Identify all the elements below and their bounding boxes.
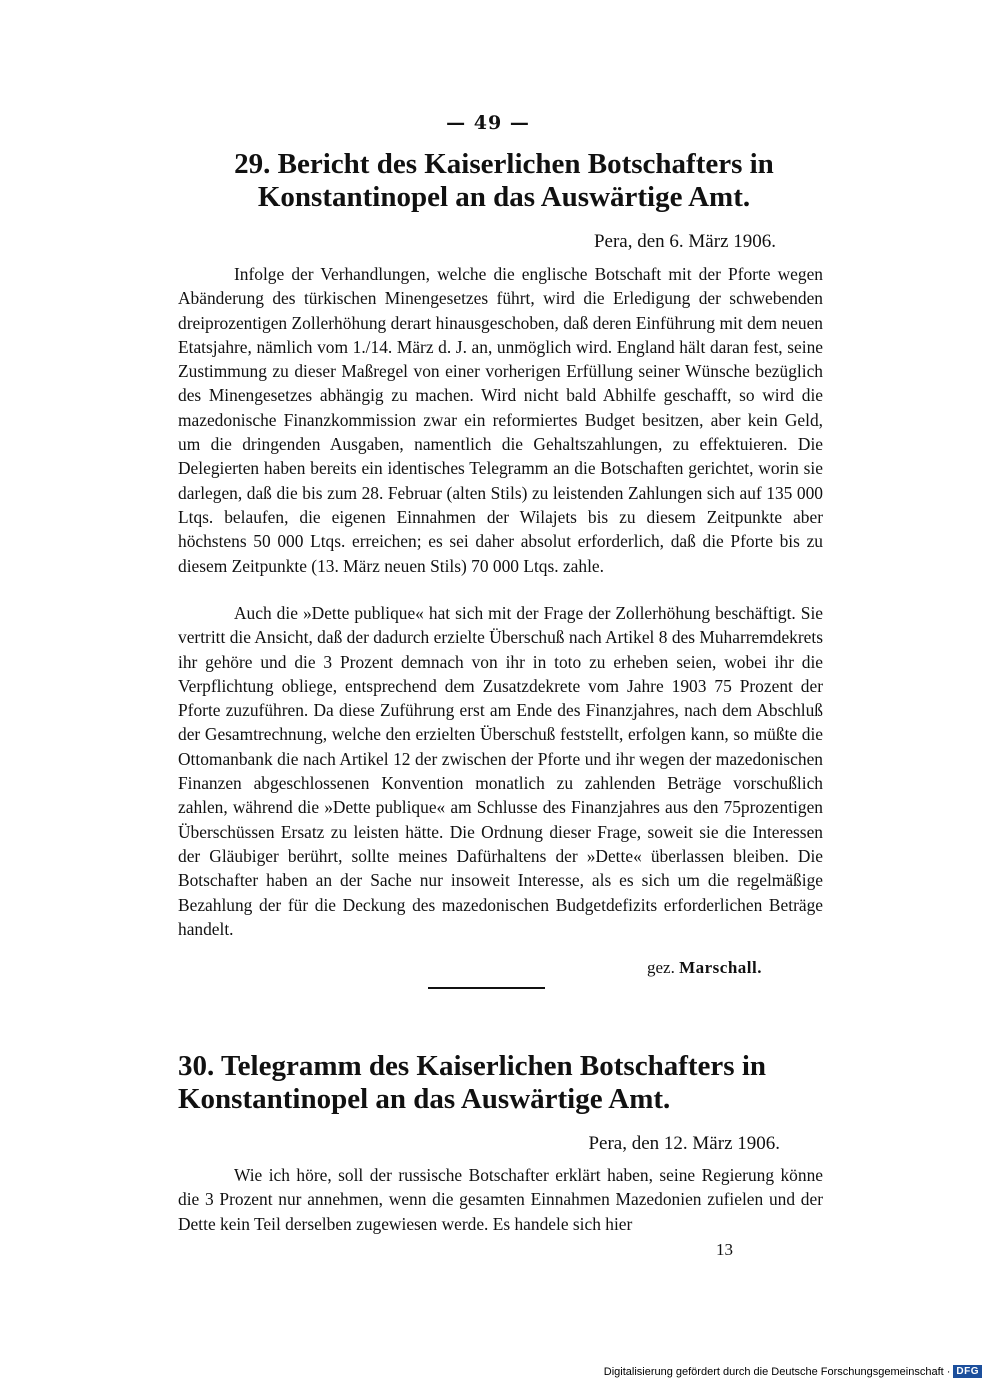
footer-text: Digitalisierung gefördert durch die Deutsche Forschungsgemeinschaft	[603, 1365, 944, 1378]
section-30-dateline: Pera, den 12. März 1906.	[588, 1133, 780, 1154]
signature-name: Marschall.	[679, 958, 762, 977]
section-29-paragraph-2: Auch die »Dette publique« hat sich mit der Frage der Zollerhöhung beschäftigt. Sie vertritt die Ansicht, daß der dadurch erzielte Überschuß nach Artikel 8 des Muharremdekrets ihr gehöre und die 3 Prozent demnach von ihr in toto zu erheben seien, wobei ihr die Verpflichtung obliege, entsprechend dem Zusatzdekrete vom Jahre 1903 75 Prozent der Pforte zuzuführen. Da diese Zuführung erst am Ende des Finanzjahres, nach dem Abschluß der Gesamtrechnung, welche den erzielten Überschuß feststellt, erfolgen kann, so müßte die Ottomanbank die nach Artikel 12 der zwischen der Pforte und ihr wegen der mazedonischen Finanzen abgeschlossenen Konvention monatlich zu zahlenden Beträge vorschußlich zahlen, während die »Dette publique« am Schlusse des Finanzjahres aus den 75prozentigen Überschüssen Ersatz zu leisten hätte. Die Ordnung dieser Frage, soweit sie die Interessen der Gläubiger berührt, sollte meines Dafürhaltens der »Dette« überlassen bleiben. Die Botschafter haben an der Sache nur insoweit Interesse, als es sich um die regelmäßige Bezahlung der für die Deckung des mazedonischen Budgetdefizits erforderlichen Beträge handelt.	[178, 603, 823, 939]
section-divider	[428, 987, 545, 989]
signature-prefix: gez.	[647, 958, 675, 977]
digitization-footer	[604, 1365, 982, 1378]
signature	[647, 958, 762, 978]
section-30-heading: 30. Telegramm des Kaiserlichen Botschafters in Konstantinopel an das Auswärtige Amt.	[178, 1050, 767, 1115]
page-number: — 49 —	[446, 112, 530, 134]
section-29-paragraph-1: Infolge der Verhandlungen, welche die englische Botschaft mit der Pforte wegen Abänderung des türkischen Minengesetzes führt, wird die Erledigung der schwebenden dreiprozentigen Zollerhöhung derart hinausgeschoben, daß deren Einführung mit dem neuen Etatsjahre, nämlich vom 1./14. März d. J. an, unmöglich wird. England hält daran fest, seine Zustimmung zu dieser Maßregel von einer vorherigen Erfüllung seiner Wünsche bezüglich des Minengesetzes abhängig zu machen. Wird nicht bald Abhilfe geschafft, so wird die mazedonische Finanzkommission zwar ein reformiertes Budget besitzen, aber kein Geld, um die dringenden Ausgaben, namentlich die Gehaltszahlungen, zu effektuieren. Die Delegierten haben bereits ein identisches Telegramm an die Botschaften gerichtet, worin sie darlegen, daß die bis zum 28. Februar (alten Stils) zu leistenden Zahlungen sich auf 135 000 Ltqs. belaufen, die eigenen Einnahmen der Wilajets bis zu diesem Zeitpunkte aber höchstens 50 000 Ltqs. erreichen; es sei daher absolut erforderlich, daß die Pforte bis zu diesem Zeitpunkte (13. März neuen Stils) 70 000 Ltqs. zahle.	[178, 264, 823, 576]
section-29-heading: 29. Bericht des Kaiserlichen Botschafters in Konstantinopel an das Auswärtige Amt.	[234, 148, 774, 213]
sheet-number: 13	[716, 1240, 733, 1259]
footer-bullet: ·	[946, 1365, 951, 1378]
section-29-dateline: Pera, den 6. März 1906.	[593, 231, 776, 252]
section-30-paragraph-1: Wie ich höre, soll der russische Botschafter erklärt haben, seine Regierung könne die 3 Prozent nur annehmen, wenn die gesamten Einnahmen Mazedonien zufielen und der Dette kein Teil derselben zugewiesen werde. Es handele sich hier	[178, 1165, 823, 1234]
dfg-logo: DFG	[953, 1365, 982, 1378]
